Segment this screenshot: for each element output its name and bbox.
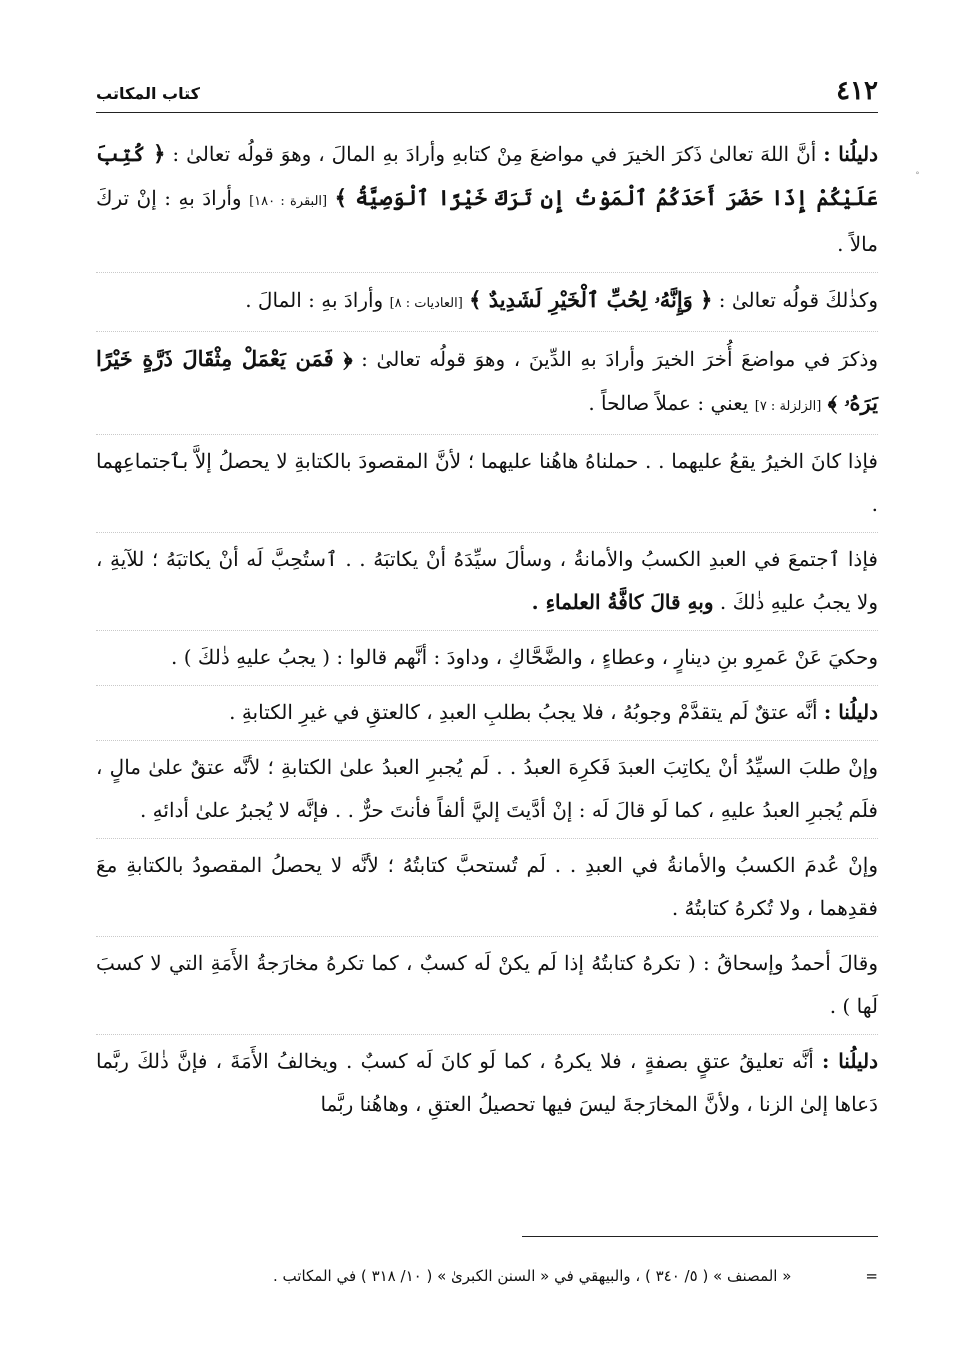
- paragraph: [96, 332, 878, 435]
- paragraph: [96, 631, 878, 686]
- paragraph-lead: دليلُنا :: [822, 1049, 879, 1073]
- book-page: [96, 68, 878, 1328]
- surah-reference: [البقرة : ١٨٠]: [249, 194, 328, 209]
- quran-quote: ﴿ فَمَن يَعْمَلْ مِثْقَالَ ذَرَّةٍ خَيْرًا يَرَهُۥ ﴾: [96, 346, 878, 415]
- paragraph-text: وأرادَ بهِ : المالَ .: [245, 288, 384, 312]
- paragraph: [96, 273, 878, 332]
- main-text: [96, 127, 878, 1132]
- running-title: كتاب المكاتب: [96, 84, 200, 103]
- paragraph: [96, 435, 878, 533]
- paragraph-text: يعني : عملاً صالحاً .: [588, 391, 749, 415]
- paragraph: [96, 686, 878, 741]
- footnote-divider: [522, 1236, 878, 1237]
- paragraph: [96, 127, 878, 273]
- paragraph-text: فإذا كانَ الخيرُ يقعُ عليهما . . حملناهُ هاهُنا عليهما ؛ لأنَّ المقصودَ بالكتابةِ لا يحصلُ إلاَّ بٱجتماعِهما .: [96, 449, 878, 516]
- paragraph-text: وإنْ طلبَ السيِّدُ أنْ يكاتِبَ العبدَ فَكرِهَ العبدُ . . لَم يُجبرِ العبدُ علىٰ الكتابةِ ؛ لأنَّه عتقٌ علىٰ مالٍ ، فلَم يُجبرِ العبدُ عليهِ ، كما لَو قالَ لَه : إنْ أدَّيتَ إليَّ ألفاً فأنتَ حرٌّ . . فإنَّه لا يُجبرُ علىٰ أدائهِ .: [96, 755, 878, 822]
- page-header: [96, 68, 878, 113]
- paragraph: [96, 839, 878, 937]
- paragraph-text: وكذٰلكَ قولُه تعالىٰ :: [718, 288, 878, 312]
- paragraph-text: وقالَ أحمدُ وإسحاقُ : ( تكرهُ كتابتُهُ إذا لَم يكنْ لَه كسبٌ ، كما تكرهُ مخارَجةُ الأَمَةِ التي لا كسبَ لَها ) .: [96, 951, 878, 1018]
- paragraph-lead: دليلُنا :: [823, 142, 878, 166]
- paragraph-text: وإنْ عُدمَ الكسبُ والأمانةُ في العبدِ . . لَم تُستحبَّ كتابتُهُ ؛ لأنَّه لا يحصلُ المقصودُ بالكتابةِ معَ فقدِهما ، ولا تُكرهُ كتابتُهُ .: [96, 853, 878, 920]
- margin-mark: ﹾ: [916, 172, 919, 183]
- paragraph-text: وحكيَ عَنْ عَمرِو بنِ دينارٍ ، وعطاءٍ ، والضَّحَّاكِ ، وداودَ : أنَّهم قالوا : ( يجبُ عليهِ ذٰلكَ ) .: [171, 645, 878, 669]
- paragraph-text: فإذا ٱجتمعَ في العبدِ الكسبُ والأمانةُ ، وسألَ سيِّدَهُ أنْ يكاتبَهُ . . ٱستُحِبَّ لَه أنْ يكاتبَهُ ؛ للآيةِ ، ولا يجبُ عليهِ ذٰلكَ .: [96, 547, 878, 614]
- footnote-continuation-mark: =: [865, 1267, 878, 1285]
- paragraph: [96, 741, 878, 839]
- paragraph-text: أنَّه تعليقُ عتقٍ بصفةٍ ، فلا يكرهُ ، كما لَو كانَ لَه كسبٌ . ويخالفُ الأَمَةَ ، فإنَّ ذٰلكَ ربَّما دَعاها إلىٰ الزنا ، ولأنَّ المخارَجةَ ليسَ فيها تحصيلُ العتقِ ، وهاهُنا ربَّما: [96, 1049, 878, 1116]
- paragraph-text: وذكرَ في مواضعَ أُخرَ الخيرَ وأرادَ بهِ الدِّينَ ، وهوَ قولُه تعالىٰ :: [361, 347, 879, 371]
- surah-reference: [الزلزلة : ٧]: [754, 399, 822, 414]
- quran-quote: ﴿ كُتِبَ عَلَيْكُمْ إِذَا حَضَرَ أَحَدَكُمُ ٱلْمَوْتُ إِن تَرَكَ خَيْرًا ٱلْوَصِيَّةُ ﴾: [96, 141, 879, 210]
- paragraph-text: أنَّ اللهَ تعالىٰ ذَكرَ الخيرَ في مواضعَ مِنْ كتابهِ وأرادَ بهِ المالَ ، وهوَ قولُه تعالىٰ :: [172, 142, 817, 166]
- emphasized-text: وبهِ قالَ كافَّةُ العلماءِ .: [531, 590, 714, 614]
- paragraph: [96, 533, 878, 631]
- paragraph-text: وأرادَ بهِ : إنْ تركَ مالاً .: [96, 186, 878, 256]
- quran-quote: ﴿ وَإِنَّهُۥ لِحُبِّ ٱلْخَيْرِ لَشَدِيدٌ ﴾: [469, 287, 713, 312]
- surah-reference: [العاديات : ٨]: [389, 296, 463, 311]
- paragraph-text: أنَّه عتقٌ لَم يتقدَّمْ وجوبُهُ ، فلا يجبُ بطلبِ العبدِ ، كالعتقِ في غيرِ الكتابةِ .: [229, 700, 818, 724]
- paragraph-lead: دليلُنا :: [823, 700, 878, 724]
- page-number: ٤١٢: [836, 76, 878, 106]
- paragraph: [96, 1035, 878, 1132]
- paragraph: [96, 937, 878, 1035]
- footnote-text: « المصنف » ( ٥/ ٣٤٠ ) ، والبيهقي في « السنن الكبرىٰ » ( ١٠/ ٣١٨ ) في المكاتب .: [273, 1267, 792, 1285]
- footnote: [96, 1264, 878, 1288]
